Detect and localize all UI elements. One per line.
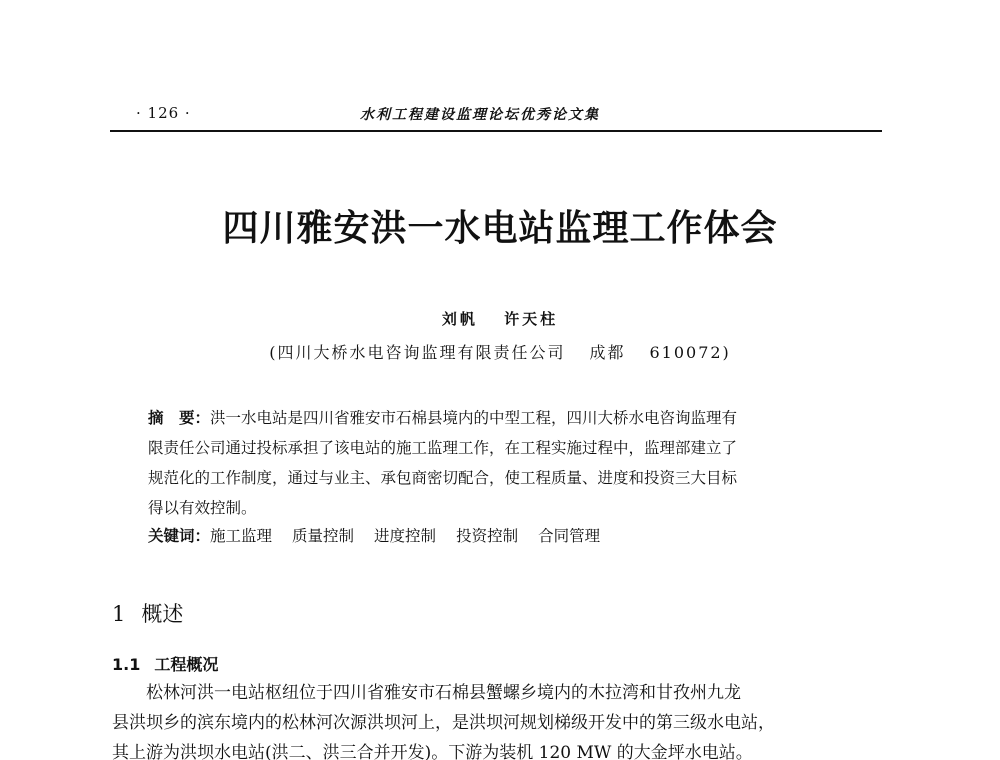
affiliation-city: 成都	[589, 343, 626, 362]
body-line: 松林河洪一电站枢纽位于四川省雅安市石棉县蟹螺乡境内的木拉湾和甘孜州九龙	[146, 683, 741, 703]
subsection-heading	[112, 652, 218, 675]
abstract-line: 摘 要：洪一水电站是四川省雅安市石棉县境内的中型工程，四川大桥水电咨询监理有	[148, 409, 738, 427]
body-line: 县洪坝乡的滨东境内的松林河次源洪坝河上，是洪坝河规划梯级开发中的第三级水电站，	[112, 713, 775, 733]
paper-title: 四川雅安洪一水电站监理工作体会	[222, 207, 778, 249]
keyword-item: 合同管理	[538, 527, 601, 545]
body-paragraph	[112, 678, 892, 760]
keyword-item: 投资控制	[456, 527, 519, 545]
running-header	[110, 98, 882, 132]
keywords	[148, 524, 620, 546]
subsection-title: 工程概况	[154, 655, 219, 674]
keyword-item: 质量控制	[292, 527, 355, 545]
affiliation	[0, 340, 1000, 363]
keywords-label: 关键词：	[148, 527, 211, 545]
body-line: 其上游为洪坝水电站(洪二、洪三合并开发)。下游为装机 120 MW 的大金坪水电站。	[112, 743, 753, 760]
abstract-line: 限责任公司通过投标承担了该电站的施工监理工作，在工程实施过程中，监理部建立了	[148, 439, 738, 457]
keyword-item: 进度控制	[374, 527, 437, 545]
affiliation-org: (四川大桥水电咨询监理有限责任公司	[269, 343, 566, 362]
subsection-number: 1.1	[112, 655, 141, 674]
section-title: 概述	[141, 602, 184, 626]
section-number: 1	[112, 602, 126, 626]
abstract-line: 得以有效控制。	[148, 499, 257, 517]
journal-title: 水利工程建设监理论坛优秀论文集	[360, 107, 600, 123]
page-number: · 126 ·	[136, 104, 191, 122]
keyword-item: 施工监理	[210, 527, 273, 545]
abstract-line: 规范化的工作制度，通过与业主、承包商密切配合，使工程质量、进度和投资三大目标	[148, 469, 738, 487]
section-heading	[112, 598, 183, 628]
abstract-label: 摘 要：	[148, 409, 211, 427]
authors: 刘帆 许天柱	[441, 310, 559, 328]
affiliation-zip: 610072)	[649, 343, 731, 362]
abstract	[148, 403, 848, 523]
